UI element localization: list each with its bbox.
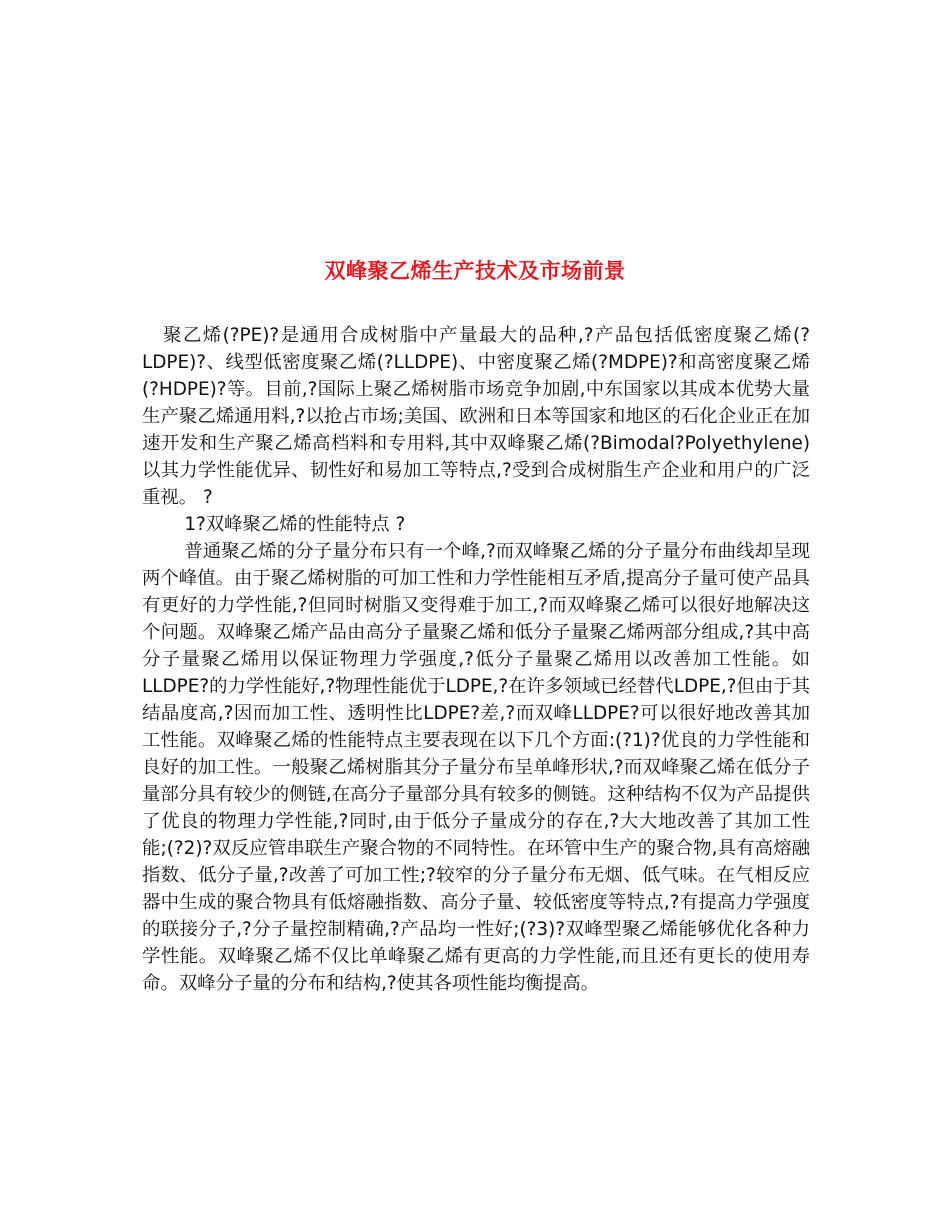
document-body xyxy=(142,322,810,997)
intro-paragraph: 聚乙烯(?PE)?是通用合成树脂中产量最大的品种,?产品包括低密度聚乙烯(?LDPE)?、线型低密度聚乙烯(?LLDPE)、中密度聚乙烯(?MDPE)?和高密度聚乙烯(?HDPE)?等。目前,?国际上聚乙烯树脂市场竞争加剧,中东国家以其成本优势大量生产聚乙烯通用料,?以抢占市场;美国、欧洲和日本等国家和地区的石化企业正在加速开发和生产聚乙烯高档料和专用料,其中双峰聚乙烯(?Bimodal?Polyethylene)以其力学性能优异、韧性好和易加工等特点,?受到合成树脂生产企业和用户的广泛重视。 ? xyxy=(142,325,810,508)
section-body-paragraph: 普通聚乙烯的分子量分布只有一个峰,?而双峰聚乙烯的分子量分布曲线却呈现两个峰值。由于聚乙烯树脂的可加工性和力学性能相互矛盾,提高分子量可使产品具有更好的力学性能,?但同时树脂又变得难于加工,?而双峰聚乙烯可以很好地解决这个问题。双峰聚乙烯产品由高分子量聚乙烯和低分子量聚乙烯两部分组成,?其中高分子量聚乙烯用以保证物理力学强度,?低分子量聚乙烯用以改善加工性能。如LLDPE?的力学性能好,?物理性能优于LDPE,?在许多领域已经替代LDPE,?但由于其结晶度高,?因而加工性、透明性比LDPE?差,?而双峰LLDPE?可以很好地改善其加工性能。双峰聚乙烯的性能特点主要表现在以下几个方面:(?1)?优良的力学性能和良好的加工性。一般聚乙烯树脂其分子量分布呈单峰形状,?而双峰聚乙烯在低分子量部分具有较少的侧链,在高分子量部分具有较多的侧链。这种结构不仅为产品提供了优良的物理力学性能,?同时,由于低分子量成分的存在,?大大地改善了其加工性能;(?2)?双反应管串联生产聚合物的不同特性。在环管中生产的聚合物,具有高熔融指数、低分子量,?改善了可加工性;?较窄的分子量分布无烟、低气味。在气相反应器中生成的聚合物具有低熔融指数、高分子量、较低密度等特点,?有提高力学强度的联接分子,?分子量控制精确,?产品均一性好;(?3)?双峰型聚乙烯能够优化各种力学性能。双峰聚乙烯不仅比单峰聚乙烯有更高的力学性能,而且还有更长的使用寿命。双峰分子量的分布和结构,?使其各项性能均衡提高。 xyxy=(142,541,810,994)
document-title: 双峰聚乙烯生产技术及市场前景 xyxy=(324,258,626,283)
section-heading: 1?双峰聚乙烯的性能特点 ? xyxy=(184,514,406,535)
